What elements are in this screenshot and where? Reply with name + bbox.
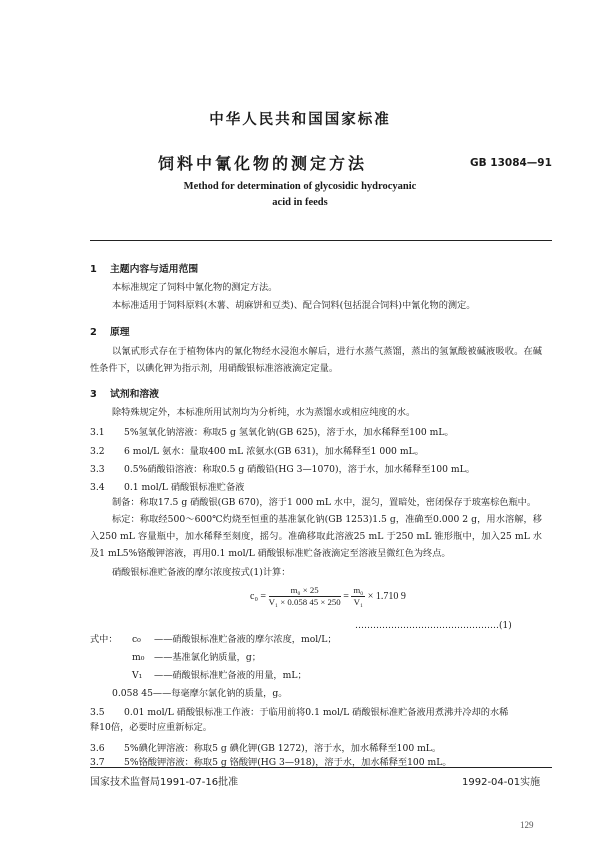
item-3-5: 3.5 0.01 mol/L 硝酸银标准工作液：于临用前将0.1 mol/L 硝酸银标准贮备液用煮沸并冷却的水稀 xyxy=(90,707,509,718)
formula-fraction-1: $\frac{\text{m₀ × 25}}{\text{V₁ × 0.058 45 × 250}}$ xyxy=(268,585,341,607)
formula-lhs: c₀ = xyxy=(250,590,267,602)
english-title-line-2: acid in feeds xyxy=(272,197,328,208)
item-3-4: 3.4 0.1 mol/L 硝酸银标准贮备液 xyxy=(90,482,245,493)
section-1-para-1: 本标准规定了饲料中氰化物的测定方法。 xyxy=(112,282,278,293)
def-v1: V₁ ——硝酸银标准贮备液的用量，mL； xyxy=(132,670,307,681)
formula-1: c₀ = $\frac{\text{m₀ × 25}}{\text{V₁ × 0.058 45 × 250}}$ = $\frac{\text{m₀}}{\text{V₁}}$ × 1.710 9 xyxy=(250,585,406,607)
item-3-4-preparation: 制备：称取17.5 g 硝酸银(GB 670)，溶于1 000 mL 水中，混匀，置暗处，密闭保存于玻塞棕色瓶中。 xyxy=(112,497,537,508)
approval-date: 国家技术监督局1991-07-16批准 xyxy=(90,777,239,788)
item-3-4-calibration: 标定：称取经500～600℃灼烧至恒重的基准氯化钠(GB 1253)1.5 g，准确至0.000 2 g，用水溶解，移入250 mL 容量瓶中，加水稀释至刻度，摇匀。准确移取此溶液25 mL 于250 mL 锥形瓶中，加入25 mL 水及1 mL5%铬酸钾溶液，再用0.1 mol/L 硝酸银标准贮备液滴定至溶液呈微红色为终点。 xyxy=(90,514,542,559)
formula-label-leader: …………………………………………(1) xyxy=(355,621,512,631)
page-number: 129 xyxy=(520,820,534,830)
item-3-2: 3.2 6 mol/L 氨水：量取400 mL 浓氨水(GB 631)，加水稀释至1 000 mL。 xyxy=(90,446,424,457)
item-3-7: 3.7 5%铬酸钾溶液：称取5 g 铬酸钾(HG 3—918)，溶于水，加水稀释至100 mL。 xyxy=(90,754,452,768)
document-title: 饲料中氰化物的测定方法 xyxy=(158,154,368,173)
where-label: 式中： xyxy=(90,634,118,645)
section-2-heading: 2 原理 xyxy=(90,327,130,338)
formula-fraction-2: $\frac{\text{m₀}}{\text{V₁}}$ xyxy=(353,585,364,607)
section-3-heading: 3 试剂和溶液 xyxy=(90,389,159,400)
item-3-1: 3.1 5%氢氧化钠溶液：称取5 g 氢氧化钠(GB 625)，溶于水，加水稀释至100 mL。 xyxy=(90,427,454,438)
section-1-heading: 1 主题内容与适用范围 xyxy=(90,264,199,275)
footer-divider xyxy=(90,767,552,768)
def-nacl-mass: 0.058 45——每毫摩尔氯化钠的质量，g。 xyxy=(112,688,288,699)
title-divider xyxy=(90,240,552,241)
section-2-para-1: 以氰甙形式存在于植物体内的氰化物经水浸泡水解后，进行水蒸气蒸馏，蒸出的氢氰酸被碱液吸收。在碱性条件下，以碘化钾为指示剂，用硝酸银标准溶液滴定定量。 xyxy=(90,346,542,374)
formula-intro: 硝酸银标准贮备液的摩尔浓度按式(1)计算： xyxy=(112,567,291,578)
item-3-3: 3.3 0.5%硝酸铅溶液：称取0.5 g 硝酸铅(HG 3—1070)，溶于水，加水稀释至100 mL。 xyxy=(90,464,475,475)
effective-date: 1992-04-01实施 xyxy=(462,777,541,788)
section-3-intro: 除特殊规定外，本标准所用试剂均为分析纯，水为蒸馏水或相应纯度的水。 xyxy=(112,407,416,418)
standard-number: GB 13084—91 xyxy=(470,157,552,169)
item-3-6: 3.6 5%碘化钾溶液：称取5 g 碘化钾(GB 1272)，溶于水，加水稀释至100 mL。 xyxy=(90,743,442,754)
section-1-para-2: 本标准适用于饲料原料(木薯、胡麻饼和豆类)、配合饲料(包括混合饲料)中氰化物的测定。 xyxy=(112,300,476,311)
def-m0: m₀ ——基准氯化钠质量，g； xyxy=(132,652,261,663)
english-title-line-1: Method for determination of glycosidic hydrocyanic xyxy=(183,181,417,192)
def-c0: c₀ ——硝酸银标准贮备液的摩尔浓度，mol/L； xyxy=(132,634,337,645)
item-3-5-continued: 释10倍，必要时应重新标定。 xyxy=(90,722,212,733)
publisher-header: 中华人民共和国国家标准 xyxy=(209,112,391,128)
